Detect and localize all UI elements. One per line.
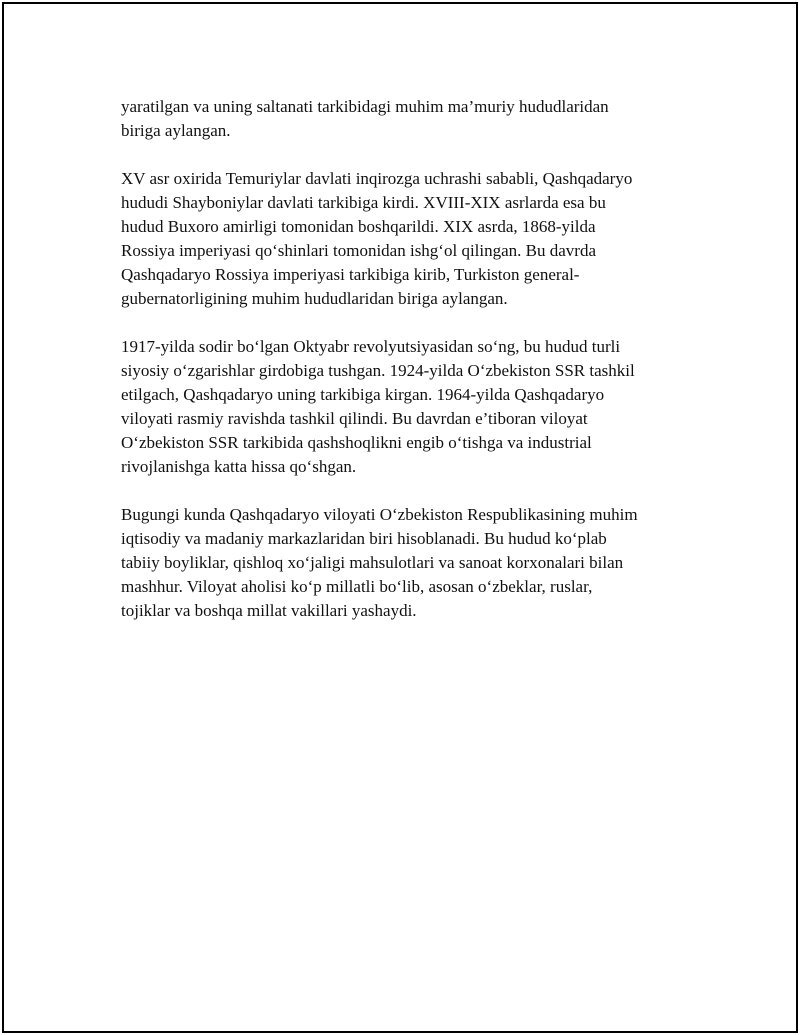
paragraph-3: [121, 335, 691, 479]
text-line: Rossiya imperiyasi qo‘shinlari tomonidan ishg‘ol qilingan. Bu davrda: [121, 241, 596, 260]
text-line: yaratilgan va uning saltanati tarkibidagi muhim ma’muriy hududlaridan: [121, 97, 609, 116]
text-line: hudud Buxoro amirligi tomonidan boshqarildi. XIX asrda, 1868-yilda: [121, 217, 596, 236]
text-line: XV asr oxirida Temuriylar davlati inqirozga uchrashi sababli, Qashqadaryo: [121, 169, 633, 188]
paragraph-1: [121, 95, 691, 143]
document-body: [121, 95, 691, 647]
paragraph-2: [121, 167, 691, 311]
text-line: biriga aylangan.: [121, 121, 231, 140]
text-line: rivojlanishga katta hissa qo‘shgan.: [121, 457, 357, 476]
text-line: gubernatorligining muhim hududlaridan biriga aylangan.: [121, 289, 508, 308]
text-line: O‘zbekiston SSR tarkibida qashshoqlikni engib o‘tishga va industrial: [121, 433, 592, 452]
text-line: etilgach, Qashqadaryo uning tarkibiga kirgan. 1964-yilda Qashqadaryo: [121, 385, 605, 404]
text-line: 1917-yilda sodir bo‘lgan Oktyabr revolyutsiyasidan so‘ng, bu hudud turli: [121, 337, 621, 356]
text-line: hududi Shayboniylar davlati tarkibiga kirdi. XVIII-XIX asrlarda esa bu: [121, 193, 606, 212]
text-line: tabiiy boyliklar, qishloq xo‘jaligi mahsulotlari va sanoat korxonalari bilan: [121, 553, 624, 572]
text-line: mashhur. Viloyat aholisi ko‘p millatli bo‘lib, asosan o‘zbeklar, ruslar,: [121, 577, 593, 596]
page-frame: [2, 2, 798, 1033]
text-line: tojiklar va boshqa millat vakillari yashaydi.: [121, 601, 417, 620]
text-line: Qashqadaryo Rossiya imperiyasi tarkibiga kirib, Turkiston general-: [121, 265, 580, 284]
text-line: siyosiy o‘zgarishlar girdobiga tushgan. 1924-yilda O‘zbekiston SSR tashkil: [121, 361, 635, 380]
paragraph-4: [121, 503, 691, 623]
text-line: Bugungi kunda Qashqadaryo viloyati O‘zbekiston Respublikasining muhim: [121, 505, 638, 524]
text-line: iqtisodiy va madaniy markazlaridan biri hisoblanadi. Bu hudud ko‘plab: [121, 529, 607, 548]
text-line: viloyati rasmiy ravishda tashkil qilindi. Bu davrdan e’tiboran viloyat: [121, 409, 588, 428]
